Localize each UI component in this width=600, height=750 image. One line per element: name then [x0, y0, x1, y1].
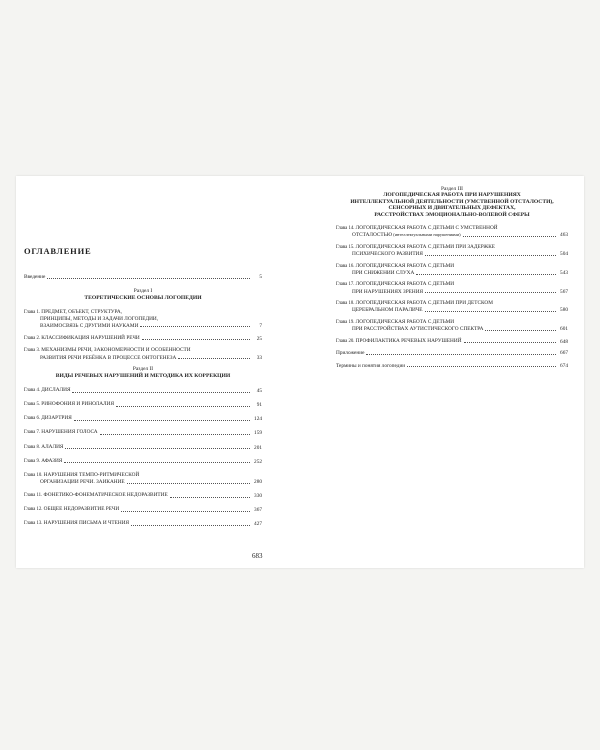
chapter-title: АЛАЛИЯ [41, 443, 64, 450]
chapter-title: ЛОГОПЕДИЧЕСКАЯ РАБОТА С ДЕТЬМИ [355, 318, 455, 325]
section-title: ВИДЫ РЕЧЕВЫХ НАРУШЕНИЙ И МЕТОДИКА ИХ КОРРЕКЦИИ [55, 372, 231, 379]
toc-entry-line [24, 472, 262, 479]
leader-dots [140, 326, 250, 327]
section-title: ТЕОРЕТИЧЕСКИЕ ОСНОВЫ ЛОГОПЕДИИ [84, 294, 202, 301]
chapter-title: ДИСЛАЛИЯ [41, 387, 71, 394]
toc-entry-text [336, 263, 454, 270]
toc-entry-text [24, 335, 140, 342]
chapter-title: РИНОФОНИЯ И РИНОЛАЛИЯ [41, 401, 115, 408]
section-title-line: СЕНСОРНЫХ И ДВИГАТЕЛЬНЫХ ДЕФЕКТАХ, [388, 205, 516, 212]
toc-chapter[interactable] [24, 444, 262, 451]
toc-entry-line [24, 520, 262, 527]
toc-entry-line [336, 232, 568, 238]
leader-dots [65, 448, 250, 449]
toc-page-number: 674 [560, 362, 568, 369]
toc-page-number: 5 [259, 274, 262, 280]
chapter-title: ПРИ РАССТРОЙСТВАХ АУТИСТИЧЕСКОГО СПЕКТРА [352, 326, 484, 333]
toc-entry-line [336, 281, 568, 288]
toc-page-number: 33 [256, 354, 262, 361]
chapter-number: Глава 3. [24, 348, 42, 354]
appendix-entries [336, 350, 568, 369]
section-1-chapters [24, 309, 262, 361]
toc-chapter[interactable] [24, 458, 262, 465]
toc-entry-line [24, 429, 262, 436]
chapter-number: Глава 6. [24, 416, 42, 422]
toc-page-number: 367 [254, 507, 262, 514]
toc-entry-text [24, 347, 191, 354]
chapter-title: ПРИ НАРУШЕНИЯХ ЗРЕНИЯ [352, 288, 424, 295]
toc-entry-text [24, 506, 119, 513]
chapter-title: ЛОГОПЕДИЧЕСКАЯ РАБОТА С ДЕТЬМИ [355, 262, 455, 269]
chapter-title: РАЗВИТИЯ РЕЧИ РЕБЁНКА В ПРОЦЕССЕ ОНТОГЕНЕЗА [40, 354, 177, 361]
toc-page-number: 543 [560, 269, 568, 276]
toc-entry-line [336, 225, 568, 232]
section-title [336, 192, 568, 218]
section-title-line: ЛОГОПЕДИЧЕСКАЯ РАБОТА ПРИ НАРУШЕНИЯХ [383, 192, 521, 199]
chapter-title: ПРИ СНИЖЕНИИ СЛУХА [352, 269, 415, 276]
toc-entry-text [24, 401, 114, 408]
book-spread [16, 176, 584, 568]
chapter-title: НАРУШЕНИЯ ТЕМПО-РИТМИЧЕСКОЙ [43, 471, 140, 478]
toc-page-number: 159 [254, 430, 262, 437]
leader-dots [407, 366, 556, 367]
chapter-number: Глава 10. [24, 472, 44, 478]
leader-dots [366, 354, 556, 355]
toc-chapter[interactable] [24, 347, 262, 361]
chapter-number: Глава 16. [336, 263, 356, 269]
toc-entry-line [24, 347, 262, 354]
toc-entry-line [24, 415, 262, 422]
toc-entry-text [336, 281, 454, 288]
toc-chapter[interactable] [24, 520, 262, 527]
toc-chapter[interactable] [336, 244, 568, 258]
section-2-chapters [24, 387, 262, 527]
toc-entry-line [336, 251, 568, 257]
chapter-title: НАРУШЕНИЯ ГОЛОСА [41, 429, 98, 436]
toc-entry-text: Приложение [336, 350, 365, 357]
toc-entry-text [24, 429, 98, 436]
toc-entry-text [24, 444, 63, 451]
left-toc-column [24, 274, 262, 534]
toc-chapter[interactable] [336, 319, 568, 333]
toc-entry-text [336, 289, 423, 295]
toc-entry-text [336, 251, 423, 257]
leader-dots [142, 339, 250, 340]
toc-entry-line [336, 307, 568, 313]
toc-page-number: 25 [256, 335, 262, 342]
leader-dots [170, 497, 250, 498]
toc-chapter[interactable] [24, 387, 262, 394]
toc-entry-line [24, 387, 262, 394]
chapter-title: ОРГАНИЗАЦИИ РЕЧИ. ЗАИКАНИЕ [40, 479, 125, 486]
toc-entry-text [24, 309, 122, 316]
leader-dots [121, 511, 250, 512]
toc-chapter[interactable] [24, 472, 262, 486]
leader-dots [463, 236, 556, 237]
chapter-number: Глава 18. [336, 301, 356, 307]
toc-entry-line [336, 270, 568, 276]
toc-page-number: 280 [254, 479, 262, 486]
chapter-title: НАРУШЕНИЯ ПИСЬМА И ЧТЕНИЯ [43, 520, 130, 527]
leader-dots [425, 255, 556, 256]
section-label: Раздел III [441, 186, 463, 192]
toc-entry-text [336, 300, 493, 307]
toc-page-number: 667 [560, 350, 568, 357]
chapter-title: ОБЩЕЕ НЕДОРАЗВИТИЕ РЕЧИ [43, 506, 120, 513]
toc-chapter[interactable] [336, 225, 568, 239]
right-toc-column [336, 186, 568, 375]
chapter-number: Глава 9. [24, 458, 42, 464]
toc-entry-text [24, 415, 72, 422]
section-title-line: РАССТРОЙСТВАХ ЭМОЦИОНАЛЬНО-ВОЛЕВОЙ СФЕРЫ [374, 211, 530, 218]
leader-dots [47, 278, 250, 279]
toc-entry-line [336, 244, 568, 251]
toc-page-number: 330 [254, 493, 262, 500]
chapter-title: ПРИНЦИПЫ, МЕТОДЫ И ЗАДАЧИ ЛОГОПЕДИИ, [40, 316, 159, 323]
chapter-title: КЛАССИФИКАЦИЯ НАРУШЕНИЙ РЕЧИ [41, 334, 140, 341]
leader-dots [425, 292, 556, 293]
toc-entry-text [336, 232, 461, 238]
toc-chapter[interactable] [24, 401, 262, 408]
toc-entry-line [24, 355, 262, 361]
section-title-line: ИНТЕЛЛЕКТУАЛЬНОЙ ДЕЯТЕЛЬНОСТИ (УМСТВЕННОЙ ОТСТАЛОСТИ), [350, 198, 554, 205]
chapter-number: Глава 8. [24, 444, 42, 450]
toc-entry-line [336, 300, 568, 307]
folio-page-number: 683 [252, 552, 263, 560]
left-page [16, 176, 300, 568]
chapter-title: ЛОГОПЕДИЧЕСКАЯ РАБОТА С ДЕТЬМИ С УМСТВЕННОЙ [355, 225, 498, 232]
leader-dots [464, 342, 556, 343]
toc-entry-line [24, 309, 262, 316]
chapter-title: АФАЗИЯ [41, 457, 63, 464]
chapter-title: ЦЕРЕБРАЛЬНОМ ПАРАЛИЧЕ [352, 307, 423, 314]
chapter-title: ОТСТАЛОСТЬЮ [352, 232, 393, 239]
toc-entry-text [24, 323, 138, 329]
toc-entry-line [336, 263, 568, 270]
toc-entry-line [336, 289, 568, 295]
toc-entry-text [24, 492, 168, 499]
chapter-number: Глава 14. [336, 226, 356, 232]
toc-page-number: 567 [560, 288, 568, 295]
leader-dots [178, 358, 250, 359]
toc-entry-text [336, 225, 498, 232]
leader-dots [100, 434, 250, 435]
chapter-number: Глава 1. [24, 310, 42, 316]
chapter-number: Глава 7. [24, 430, 42, 436]
toc-page-number: 580 [560, 307, 568, 314]
chapter-title: ЛОГОПЕДИЧЕСКАЯ РАБОТА С ДЕТЬМИ [355, 281, 455, 288]
toc-entry-line [24, 458, 262, 465]
toc-chapter[interactable] [24, 309, 262, 329]
leader-dots [485, 330, 556, 331]
section-3-chapters [336, 225, 568, 345]
toc-chapter[interactable] [336, 338, 568, 345]
toc-chapter[interactable] [336, 300, 568, 314]
toc-entry-text [336, 270, 414, 276]
leader-dots [64, 462, 250, 463]
toc-page-number: 45 [256, 388, 262, 395]
chapter-title: ВЗАИМОСВЯЗЬ С ДРУГИМИ НАУКАМИ [40, 322, 139, 329]
leader-dots [425, 311, 556, 312]
chapter-number: Глава 15. [336, 244, 356, 250]
toc-entry-text: Термины и понятия логопедии [336, 362, 406, 369]
toc-entry-text [336, 338, 462, 345]
toc-entry-text [24, 355, 176, 361]
right-page [300, 176, 584, 568]
toc-page-number: 91 [256, 402, 262, 409]
toc-entry-text [336, 307, 423, 313]
section-heading [336, 186, 568, 218]
toc-entry-text: Введение [24, 274, 46, 280]
chapter-number: Глава 2. [24, 335, 42, 341]
toc-entry-line [24, 335, 262, 342]
chapter-title: ЛОГОПЕДИЧЕСКАЯ РАБОТА С ДЕТЬМИ ПРИ ЗАДЕРЖКЕ [355, 243, 495, 250]
toc-title: ОГЛАВЛЕНИЕ [24, 246, 92, 256]
toc-entry-line [336, 338, 568, 345]
toc-chapter[interactable] [24, 506, 262, 513]
toc-entry[interactable] [336, 350, 568, 356]
chapter-title: ПСИХИЧЕСКОГО РАЗВИТИЯ [352, 251, 423, 258]
toc-entry-text [24, 458, 62, 465]
toc-entry-text [336, 244, 495, 251]
toc-page-number: 201 [254, 444, 262, 451]
toc-chapter[interactable] [24, 429, 262, 436]
toc-page-number: 504 [560, 251, 568, 258]
chapter-number: Глава 11. [24, 493, 44, 499]
toc-entry-line [24, 401, 262, 408]
toc-entry-line [24, 444, 262, 451]
chapter-number: Глава 4. [24, 388, 42, 394]
chapter-number: Глава 17. [336, 282, 356, 288]
leader-dots [116, 406, 250, 407]
chapter-title: ФОНЕТИКО-ФОНЕМАТИЧЕСКОЕ НЕДОРАЗВИТИЕ [43, 492, 168, 499]
toc-page-number: 124 [254, 416, 262, 423]
leader-dots [74, 420, 250, 421]
toc-entry-line [24, 479, 262, 485]
section-heading [24, 366, 262, 379]
chapter-number: Глава 20. [336, 338, 356, 344]
toc-page-number: 601 [560, 326, 568, 333]
chapter-title: ПРЕДМЕТ, ОБЪЕКТ, СТРУКТУРА, [41, 309, 122, 316]
toc-entry[interactable] [336, 363, 568, 369]
chapter-number: Глава 13. [24, 521, 44, 527]
section-label: Раздел II [132, 366, 154, 373]
leader-dots [416, 274, 556, 275]
toc-entry-line [24, 323, 262, 329]
toc-page-number: 648 [560, 338, 568, 345]
toc-entry-line [336, 326, 568, 332]
toc-page-number: 427 [254, 521, 262, 528]
toc-page-number: 7 [259, 322, 262, 329]
toc-entry-text [336, 326, 483, 332]
chapter-number: Глава 12. [24, 507, 44, 513]
leader-dots [131, 525, 250, 526]
section-label: Раздел I [133, 288, 153, 295]
chapter-number: Глава 5. [24, 402, 42, 408]
leader-dots [127, 483, 250, 484]
chapter-title: МЕХАНИЗМЫ РЕЧИ, ЗАКОНОМЕРНОСТИ И ОСОБЕННОСТИ [41, 347, 191, 354]
toc-chapter[interactable] [24, 492, 262, 499]
chapter-number: Глава 19. [336, 319, 356, 325]
toc-entry-intro[interactable] [24, 274, 262, 280]
toc-chapter[interactable] [336, 281, 568, 295]
toc-entry-text [24, 472, 139, 479]
toc-page-number: 463 [560, 232, 568, 239]
chapter-title: ЛОГОПЕДИЧЕСКАЯ РАБОТА С ДЕТЬМИ ПРИ ДЕТСКОМ [355, 300, 493, 307]
leader-dots [72, 392, 250, 393]
toc-entry-text [24, 520, 129, 527]
toc-entry-line [24, 492, 262, 499]
toc-entry-text [24, 479, 125, 485]
toc-chapter[interactable] [24, 415, 262, 422]
toc-chapter[interactable] [336, 263, 568, 277]
chapter-note: (интеллектуальными нарушениями) [392, 232, 461, 238]
toc-page-number: 252 [254, 458, 262, 465]
section-heading [24, 288, 262, 301]
toc-entry-line [24, 506, 262, 513]
toc-entry-text [24, 387, 70, 394]
chapter-title: ПРОФИЛАКТИКА РЕЧЕВЫХ НАРУШЕНИЙ [355, 337, 462, 344]
toc-chapter[interactable] [24, 335, 262, 342]
chapter-title: ДИЗАРТРИЯ [41, 415, 72, 422]
